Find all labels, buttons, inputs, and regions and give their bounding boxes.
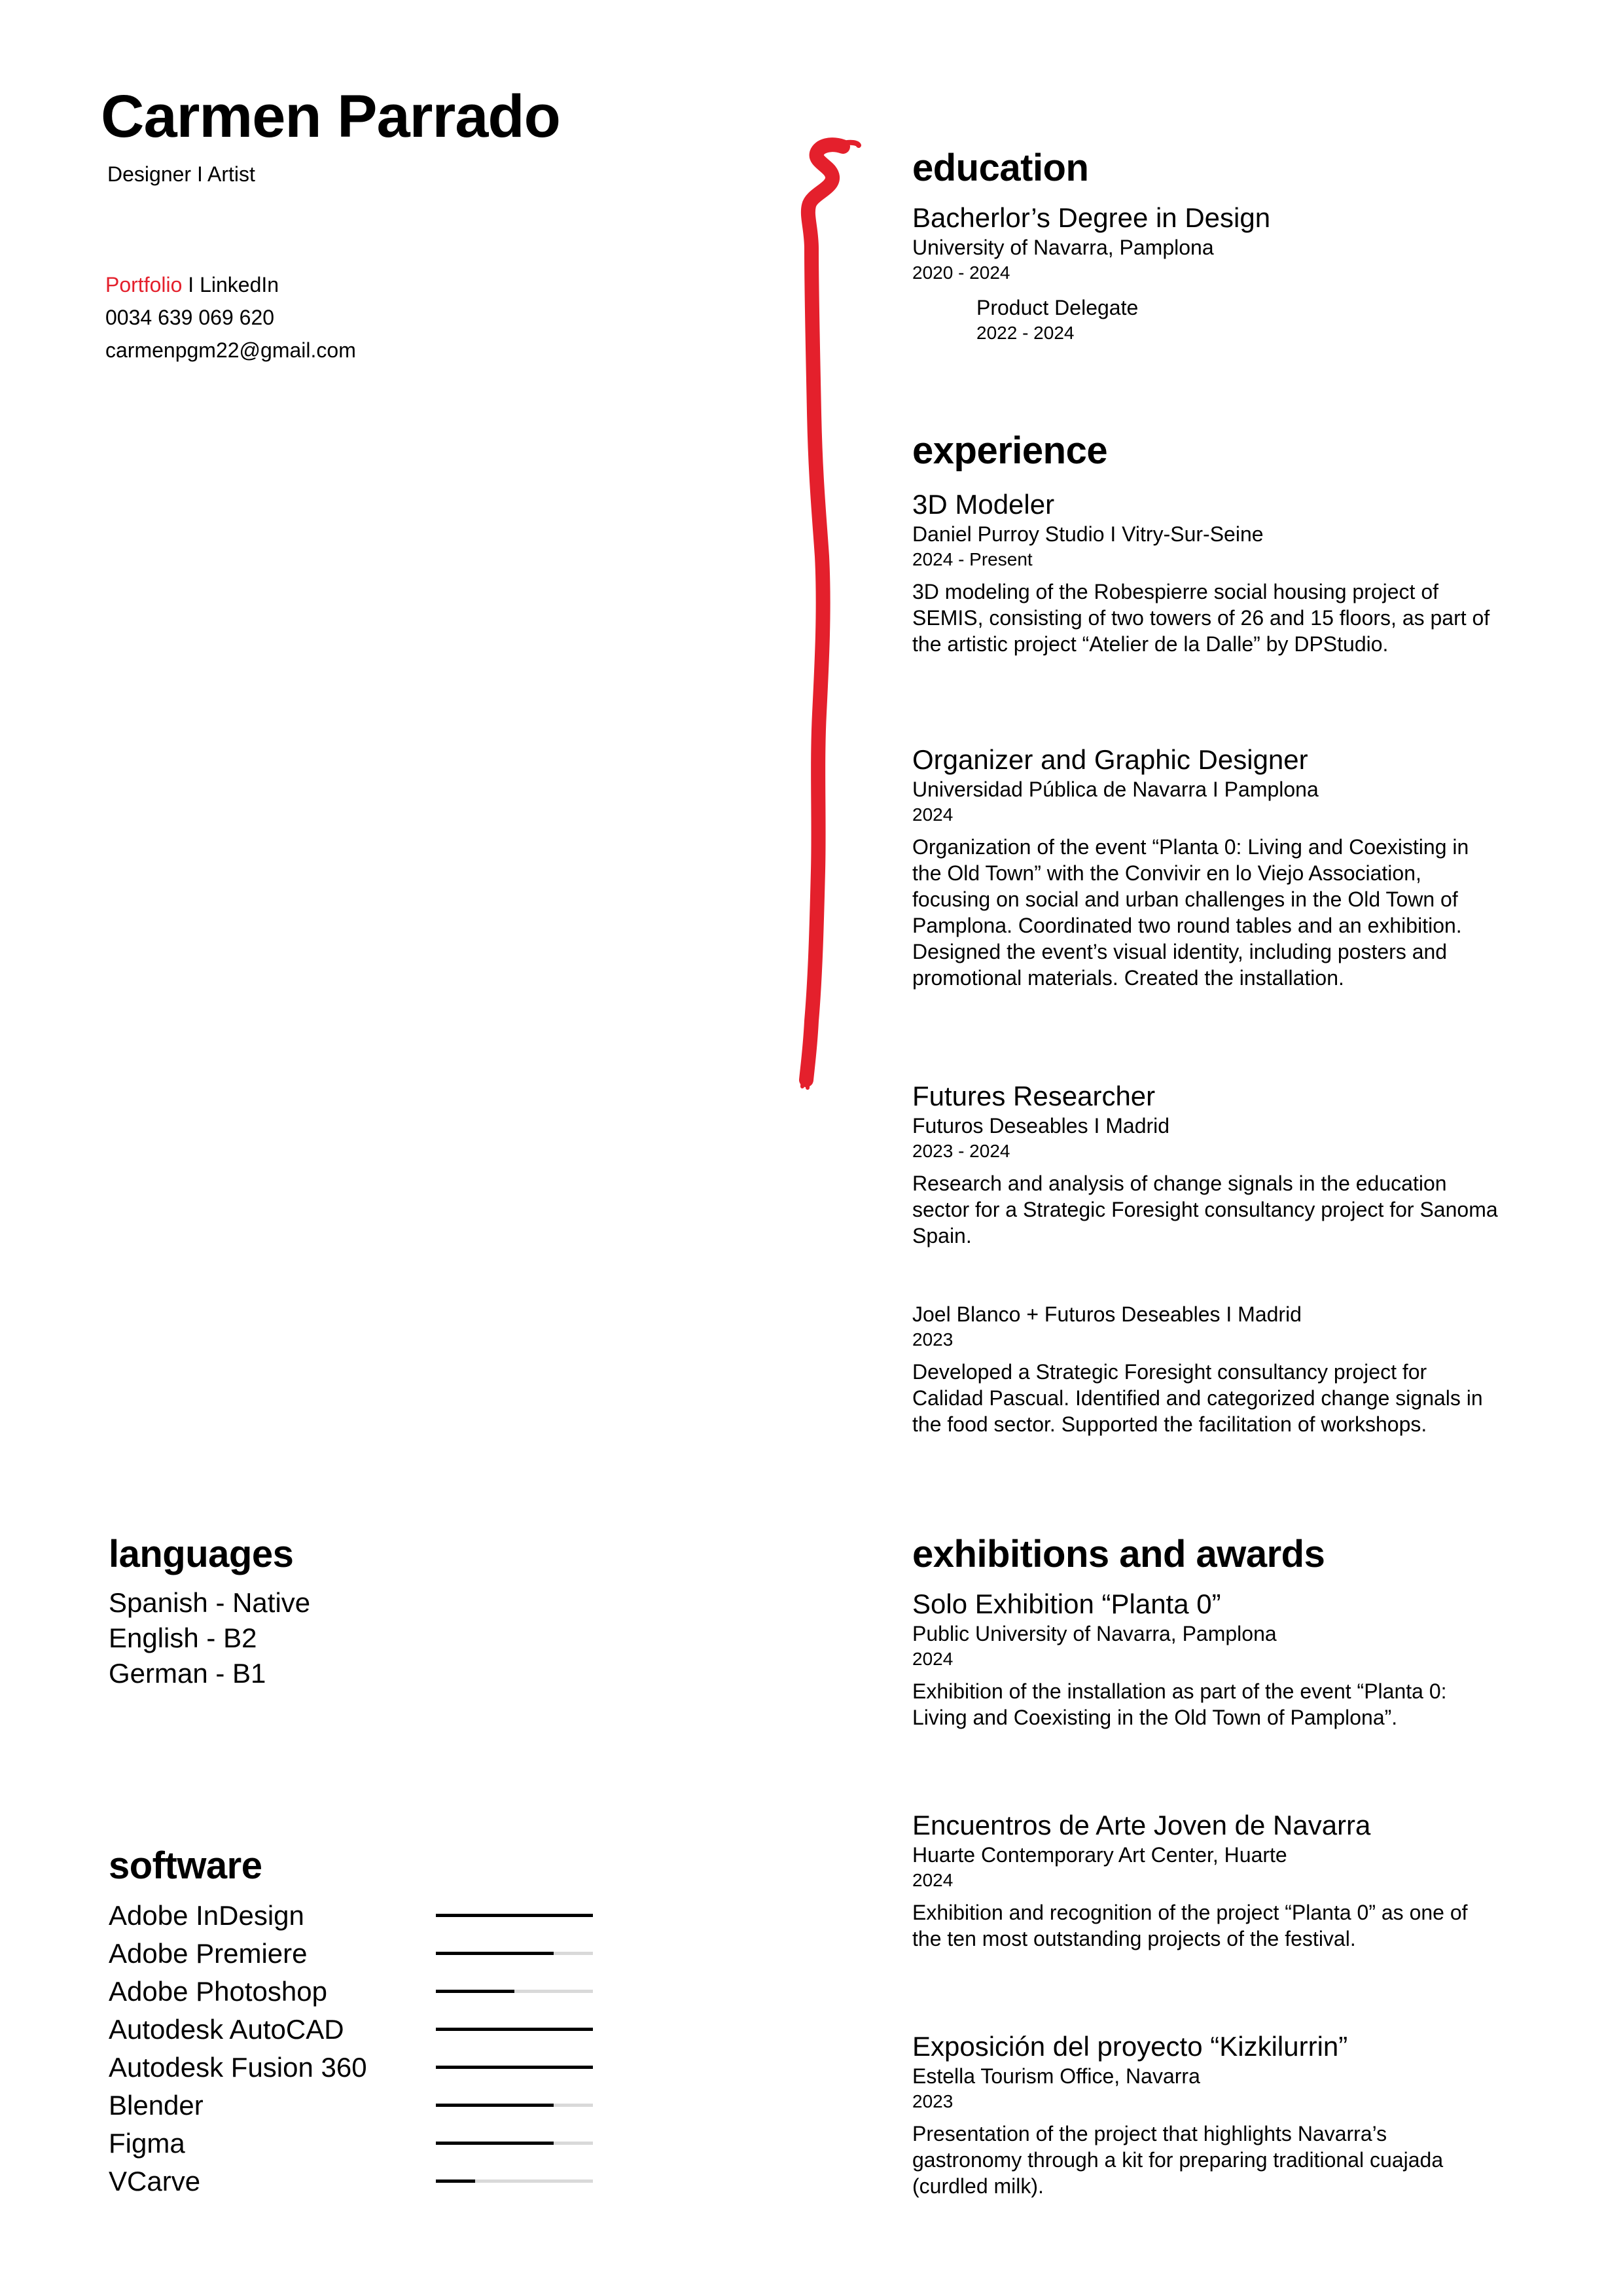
software-item [109,2011,606,2049]
exhibitions-heading: exhibitions and awards [912,1533,1325,1575]
skill-bar-fill [436,1952,554,1955]
exhibition-venue: Public University of Navarra, Pamplona [912,1622,1277,1646]
experience-item [912,488,1501,657]
exhibitions-section [912,1535,1501,1573]
experience-dates: 2023 [912,1329,954,1350]
software-section [109,1844,763,1887]
software-item [109,1935,606,1973]
experience-title: Organizer and Graphic Designer [912,744,1308,775]
linkedin-link[interactable]: LinkedIn [200,273,279,296]
exhibition-item [912,1588,1501,1731]
exhibition-venue: Huarte Contemporary Art Center, Huarte [912,1843,1287,1867]
red-brush-stroke [785,137,864,1093]
experience-item [912,1301,1501,1437]
languages-section [109,1535,763,1691]
skill-bar-track [436,1990,593,1993]
software-name: VCarve [109,2166,201,2197]
skill-bar-fill [436,2028,593,2031]
experience-section [912,429,1501,472]
skill-bar-track [436,2179,593,2183]
experience-description: 3D modeling of the Robespierre social housing project of SEMIS, consisting of two towers of 26 and 15 floors, as part of the artistic project “Atelier de la Dalle” by DPStudio. [912,580,1490,656]
language-item: German - B1 [109,1658,266,1689]
software-item [109,2087,606,2125]
skill-bar-track [436,1952,593,1955]
exhibition-description: Exhibition of the installation as part of the event “Planta 0: Living and Coexisting in the Old Town of Pamplona”. [912,1679,1447,1730]
product-delegate-block [976,295,1501,346]
software-item [109,2049,606,2087]
education-section [912,149,1501,346]
software-name: Blender [109,2090,204,2121]
skill-bar-track [436,1914,593,1917]
degree-title: Bacherlor’s Degree in Design [912,202,1271,233]
links-row [105,268,356,301]
skill-bar-track [436,2142,593,2145]
experience-description: Developed a Strategic Foresight consultancy project for Calidad Pascual. Identified and categorized change signals in the food sector. Supported the facilitation of workshops. [912,1359,1483,1436]
software-item [109,2125,606,2162]
software-name: Adobe InDesign [109,1900,304,1931]
education-heading: education [912,147,1089,189]
exhibition-description: Presentation of the project that highlights Navarra’s gastronomy through a kit for preparing traditional cuajada (curdled milk). [912,2122,1444,2198]
software-name: Adobe Premiere [109,1938,308,1969]
institution: University of Navarra, Pamplona [912,236,1214,260]
exhibition-item [912,1809,1501,1952]
exhibition-title: Encuentros de Arte Joven de Navarra [912,1810,1371,1840]
experience-org: Futuros Deseables I Madrid [912,1114,1170,1138]
product-delegate-dates: 2022 - 2024 [976,323,1075,344]
experience-item [912,1080,1501,1249]
skill-bar-fill [436,2179,475,2183]
skill-bar-track [436,2104,593,2107]
exhibition-description: Exhibition and recognition of the project “Planta 0” as one of the ten most outstanding projects of the festival. [912,1901,1468,1951]
exhibition-venue: Estella Tourism Office, Navarra [912,2064,1200,2089]
language-item: Spanish - Native [109,1587,311,1618]
email[interactable]: carmenpgm22@gmail.com [105,338,356,362]
software-name: Autodesk Fusion 360 [109,2052,367,2083]
language-item: English - B2 [109,1623,257,1653]
experience-description: Organization of the event “Planta 0: Living and Coexisting in the Old Town” with the Convivir en lo Viejo Association, focusing on social and urban challenges in the Old Town of Pamplona. Coordinated two round tables and an exhibition. Designed the event’s visual identity, including posters and promotional materials. Created the installation. [912,835,1469,990]
software-item [109,1973,606,2011]
exhibition-dates: 2024 [912,1649,954,1670]
phone: 0034 639 069 620 [105,306,275,329]
experience-dates: 2024 - Present [912,549,1033,570]
portfolio-link[interactable]: Portfolio [105,273,183,296]
education-dates: 2020 - 2024 [912,262,1010,283]
languages-list [109,1585,763,1691]
skill-bar-fill [436,2066,593,2069]
skill-bar-fill [436,2104,554,2107]
experience-org: Joel Blanco + Futuros Deseables I Madrid [912,1302,1302,1326]
skill-bar-fill [436,1914,593,1917]
exhibition-title: Solo Exhibition “Planta 0” [912,1588,1221,1619]
skill-bar-track [436,2066,593,2069]
experience-org: Daniel Purroy Studio I Vitry-Sur-Seine [912,522,1264,547]
software-heading: software [109,1844,262,1887]
skill-bar-track [436,2028,593,2031]
software-name: Adobe Photoshop [109,1976,327,2007]
software-list [109,1897,606,2211]
experience-heading: experience [912,429,1108,472]
product-delegate-title: Product Delegate [976,296,1139,320]
exhibition-dates: 2023 [912,2091,954,2112]
experience-description: Research and analysis of change signals in the education sector for a Strategic Foresight consultancy project for Sanoma Spain. [912,1172,1498,1248]
exhibition-title: Exposición del proyecto “Kizkilurrin” [912,2031,1348,2062]
languages-heading: languages [109,1533,294,1575]
software-name: Figma [109,2128,185,2159]
roles: Designer I Artist [107,162,255,186]
exhibition-item [912,2030,1501,2199]
software-item [109,2162,606,2200]
experience-dates: 2024 [912,804,954,825]
experience-title: Futures Researcher [912,1081,1156,1111]
exhibition-dates: 2024 [912,1870,954,1891]
software-name: Autodesk AutoCAD [109,2014,344,2045]
experience-item [912,744,1501,991]
software-item [109,1897,606,1935]
contact-block [105,268,356,367]
links-separator: I [182,273,200,296]
skill-bar-fill [436,2142,554,2145]
experience-title: 3D Modeler [912,489,1055,520]
skill-bar-fill [436,1990,514,1993]
experience-org: Universidad Pública de Navarra I Pamplona [912,778,1319,802]
person-name: Carmen Parrado [101,83,560,150]
experience-dates: 2023 - 2024 [912,1141,1010,1162]
